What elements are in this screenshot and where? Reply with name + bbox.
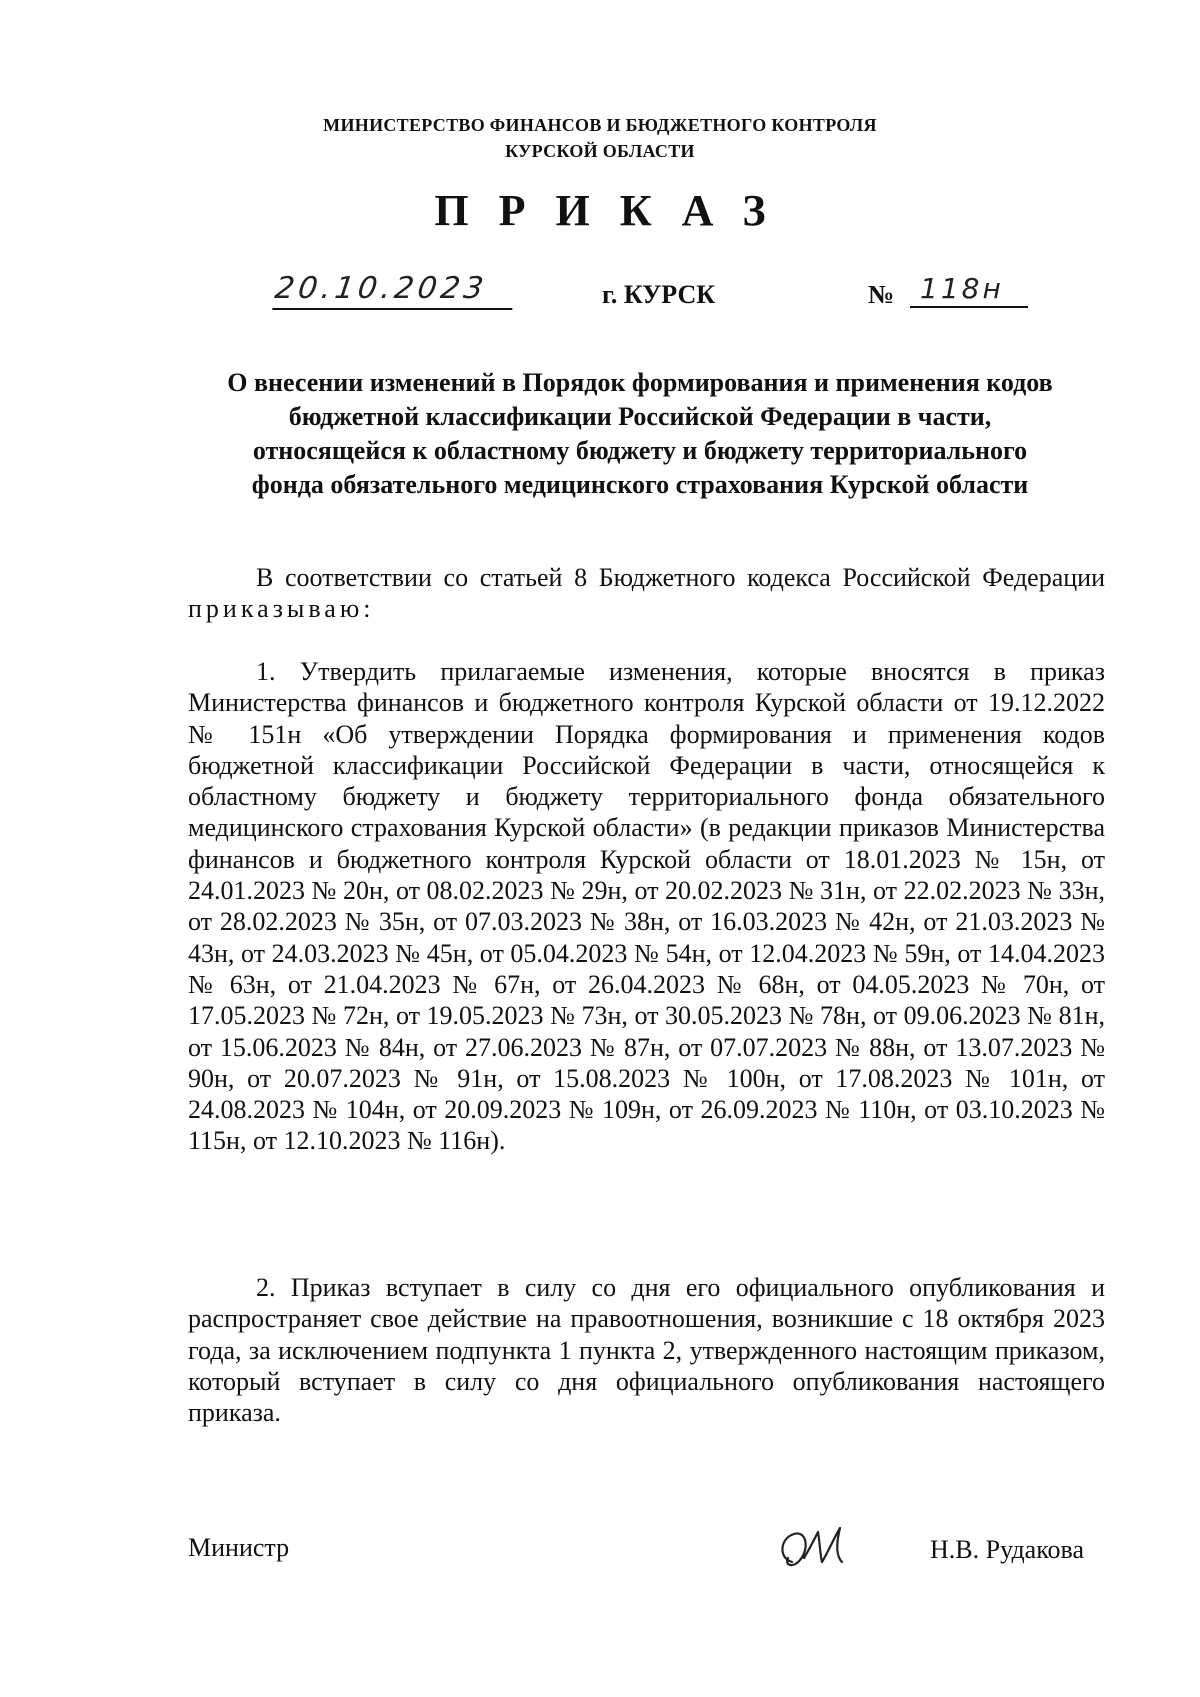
subject-line-4: фонда обязательного медицинского страхования Курской области [251, 470, 1029, 499]
item-1-paragraph [188, 656, 1105, 1157]
subject-line-1: О внесении изменений в Порядок формирования и применения кодов [227, 368, 1053, 397]
intro-command: приказываю: [188, 594, 375, 624]
ministry-header [0, 112, 1200, 164]
document-type-title: ПРИКАЗ [434, 186, 796, 235]
subject-line-3: относящейся к областному бюджету и бюджету территориального [252, 436, 1028, 465]
handwritten-signature [770, 1518, 860, 1578]
order-number-sign: № [868, 280, 895, 309]
order-number: 118н [910, 270, 1028, 308]
subject-line-2: бюджетной классификации Российской Федерации в части, [288, 402, 992, 431]
ministry-name-line2: КУРСКОЙ ОБЛАСТИ [505, 141, 695, 161]
item-2-paragraph [188, 1272, 1105, 1428]
order-date: 20.10.2023 [272, 270, 518, 310]
signer-title: Министр [188, 1533, 290, 1562]
order-city: г. КУРСК [602, 280, 716, 309]
signer-name: Н.В. Рудакова [930, 1535, 1084, 1564]
item-2-text: 2. Приказ вступает в силу со дня его официального опубликования и распространяет свое действие на правоотношения, возникшие с 18 октября 2023 года, за исключением подпункта 1 пункта 2, утвержденного настоящим приказом, который вступает в силу со дня официального опубликования настоящего приказа. [188, 1273, 1105, 1428]
intro-paragraph [188, 562, 1105, 625]
order-subject [180, 366, 1100, 502]
ministry-name-line1: МИНИСТЕРСТВО ФИНАНСОВ И БЮДЖЕТНОГО КОНТРОЛЯ [323, 115, 877, 135]
item-1-text: 1. Утвердить прилагаемые изменения, которые вносятся в приказ Министерства финансов и бюджетного контроля Курской области от 19.12.2022 № 151н «Об утверждении Порядка формирования и применения кодов бюджетной классификации Российской Федерации в части, относящейся к областному бюджету и бюджету территориального фонда обязательного медицинского страхования Курской области» (в редакции приказов Министерства финансов и бюджетного контроля Курской области от 18.01.2023 № 15н, от 24.01.2023 № 20н, от 08.02.2023 № 29н, от 20.02.2023 № 31н, от 22.02.2023 № 33н, от 28.02.2023 № 35н, от 07.03.2023 № 38н, от 16.03.2023 № 42н, от 21.03.2023 № 43н, от 24.03.2023 № 45н, от 05.04.2023 № 54н, от 12.04.2023 № 59н, от 14.04.2023 № 63н, от 21.04.2023 № 67н, от 26.04.2023 № 68н, от 04.05.2023 № 70н, от 17.05.2023 № 72н, от 19.05.2023 № 73н, от 30.05.2023 № 78н, от 09.06.2023 № 81н, от 15.06.2023 № 84н, от 27.06.2023 № 87н, от 07.07.2023 № 88н, от 13.07.2023 № 90н, от 20.07.2023 № 91н, от 15.08.2023 № 100н, от 17.08.2023 № 101н, от 24.08.2023 № 104н, от 20.09.2023 № 109н, от 26.09.2023 № 110н, от 03.10.2023 № 115н, от 12.10.2023 № 116н). [188, 657, 1105, 1156]
intro-text: В соответствии со статьей 8 Бюджетного кодекса Российской Федерации [256, 563, 1105, 592]
